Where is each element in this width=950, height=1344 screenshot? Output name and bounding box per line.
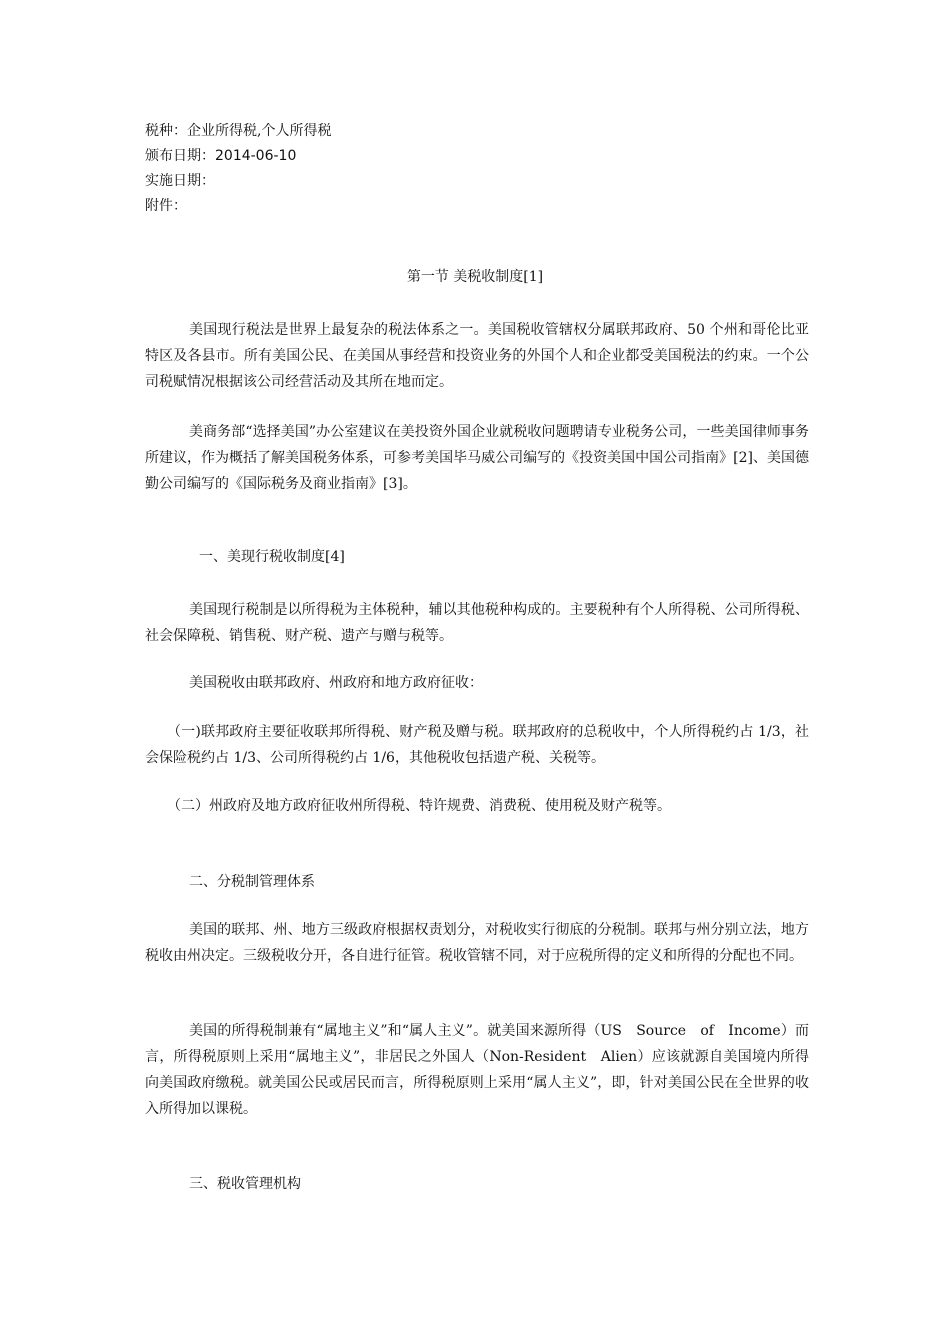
publish-date-value: 2014-06-10 [215,148,297,164]
heading-current-tax-system: 一、美现行税收制度[4] [199,549,345,565]
heading-tax-division-system: 二、分税制管理体系 [189,874,315,890]
paragraph-tax-collection: 美国税收由联邦政府、州政府和地方政府征收： [189,675,483,691]
paragraph-tax-structure: 美国现行税制是以所得税为主体税种，辅以其他税种构成的。主要税种有个人所得税、公司所得税、社会保障税、销售税、财产税、遗产与赠与税等。 [145,602,809,644]
tax-type-value: 企业所得税,个人所得税 [187,123,332,139]
heading-tax-administration: 三、税收管理机构 [189,1176,301,1192]
section-title: 第一节 美税收制度[1] [406,269,544,285]
intro-paragraph-2: 美商务部“选择美国”办公室建议在美投资外国企业就税收问题聘请专业税务公司，一些美国律师事务所建议，作为概括了解美国税务体系，可参考美国毕马威公司编写的《投资美国中国公司指南》[2]、美国德勤公司编写的《国际税务及商业指南》[3]。 [145,424,809,492]
item-federal-taxes: （一)联邦政府主要征收联邦所得税、财产税及赠与税。联邦政府的总税收中，个人所得税约占 1/3，社会保险税约占 1/3、公司所得税约占 1/6，其他税收包括遗产税、关税等。 [145,724,809,766]
effective-date-row [145,169,805,194]
attachment-label: 附件： [145,198,187,214]
publish-date-row [145,144,805,169]
paragraph-income-tax-principles: 美国的所得税制兼有“属地主义”和“属人主义”。就美国来源所得（US Source of Income）而言，所得税原则上采用“属地主义”，非居民之外国人（Non-Resident Alien）应该就源自美国境内所得向美国政府缴税。就美国公民或居民而言，所得税原则上采用“属人主义”，即，针对美国公民在全世界的收入所得加以课税。 [145,1023,809,1117]
effective-date-label: 实施日期： [145,173,215,189]
attachment-row [145,194,805,219]
publish-date-label: 颁布日期： [145,148,215,164]
item-state-local-taxes: （二）州政府及地方政府征收州所得税、特许规费、消费税、使用税及财产税等。 [167,798,671,814]
tax-type-row [145,119,805,144]
tax-type-label: 税种： [145,123,187,139]
intro-paragraph-1: 美国现行税法是世界上最复杂的税法体系之一。美国税收管辖权分属联邦政府、50 个州和哥伦比亚特区及各县市。所有美国公民、在美国从事经营和投资业务的外国个人和企业都受美国税法的约束。一个公司税赋情况根据该公司经营活动及其所在地而定。 [145,322,809,390]
document-metadata [145,119,805,219]
paragraph-tax-division: 美国的联邦、州、地方三级政府根据权责划分，对税收实行彻底的分税制。联邦与州分别立法，地方税收由州决定。三级税收分开，各自进行征管。税收管辖不同，对于应税所得的定义和所得的分配也不同。 [145,922,809,964]
